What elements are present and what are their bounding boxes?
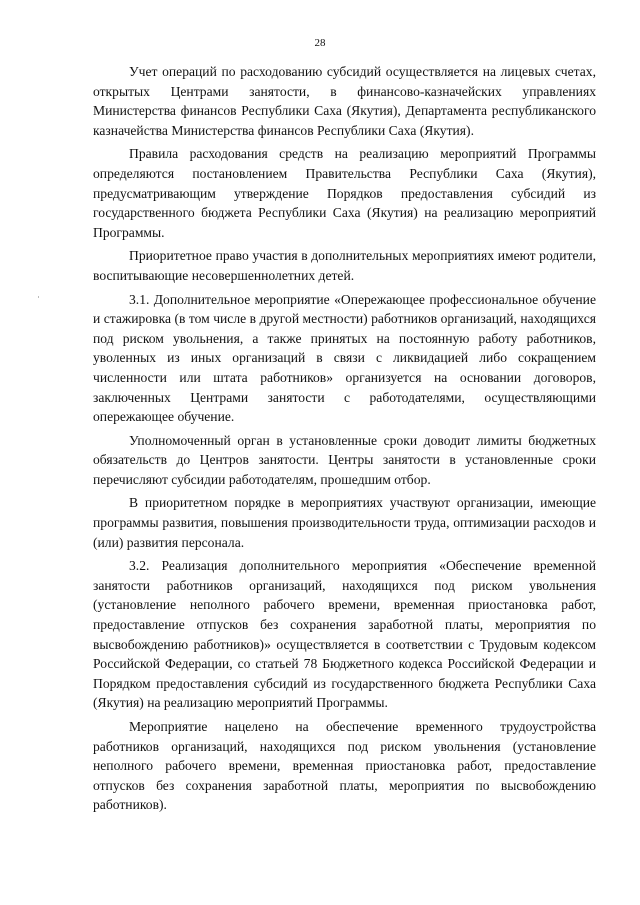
paragraph-spending-rules: Правила расходования средств на реализацию мероприятий Программы определяются постановлением Правительства Республики Саха (Якутия), предусматривающим утверждение Порядков предоставления субсидий из государственного бюджета Республики Саха (Якутия) на реализацию мероприятий Программы. (93, 146, 596, 240)
margin-mark (38, 296, 39, 298)
paragraph-priority-parents: Приоритетное право участия в дополнительных мероприятиях имеют родители, воспитывающие несовершеннолетних детей. (93, 248, 596, 283)
paragraph-priority-organizations: В приоритетном порядке в мероприятиях участвуют организации, имеющие программы развития, повышения производительности труда, оптимизации расходов и (или) развития персонала. (93, 495, 596, 550)
page-number: 28 (314, 37, 326, 49)
paragraph-section-3-1: 3.1. Дополнительное мероприятие «Опережающее профессиональное обучение и стажировка (в том числе в другой местности) работников организаций, находящихся под риском увольнения, а также принятых на постоянную работу работников, уволенных из иных организаций в связи с ликвидацией либо сокращением численности или штата работников» организуется на основании договоров, заключенных Центрами занятости с работодателями, осуществляющими опережающее обучение. (93, 291, 596, 425)
paragraph-budget-limits: Уполномоченный орган в установленные сроки доводит лимиты бюджетных обязательств до Центров занятости. Центры занятости в установленные сроки перечисляют субсидии работодателям, прошедшим отбор. (93, 432, 596, 487)
document-body (93, 62, 596, 819)
paragraph-section-3-2: 3.2. Реализация дополнительного мероприятия «Обеспечение временной занятости работников организаций, находящихся под риском увольнения (установление неполного рабочего времени, временная приостановка работ, предоставление отпусков без сохранения заработной платы, мероприятия по высвобождению работников)» осуществляется в соответствии с Трудовым кодексом Российской Федерации, со статьей 78 Бюджетного кодекса Российской Федерации и Порядком предоставления субсидий из государственного бюджета Республики Саха (Якутия) на реализацию мероприятий Программы. (93, 558, 596, 711)
paragraph-subsidy-accounting: Учет операций по расходованию субсидий осуществляется на лицевых счетах, открытых Центрами занятости, в финансово-казначейских управлениях Министерства финансов Республики Саха (Якутия), Департамента республиканского казначейства Министерства финансов Республики Саха (Якутия). (93, 64, 596, 138)
paragraph-temporary-employment: Мероприятие нацелено на обеспечение временного трудоустройства работников организаций, находящихся под риском увольнения (установление неполного рабочего времени, временная приостановка работ, предоставление отпусков без сохранения заработной платы, мероприятия по высвобождению работников). (93, 719, 596, 813)
